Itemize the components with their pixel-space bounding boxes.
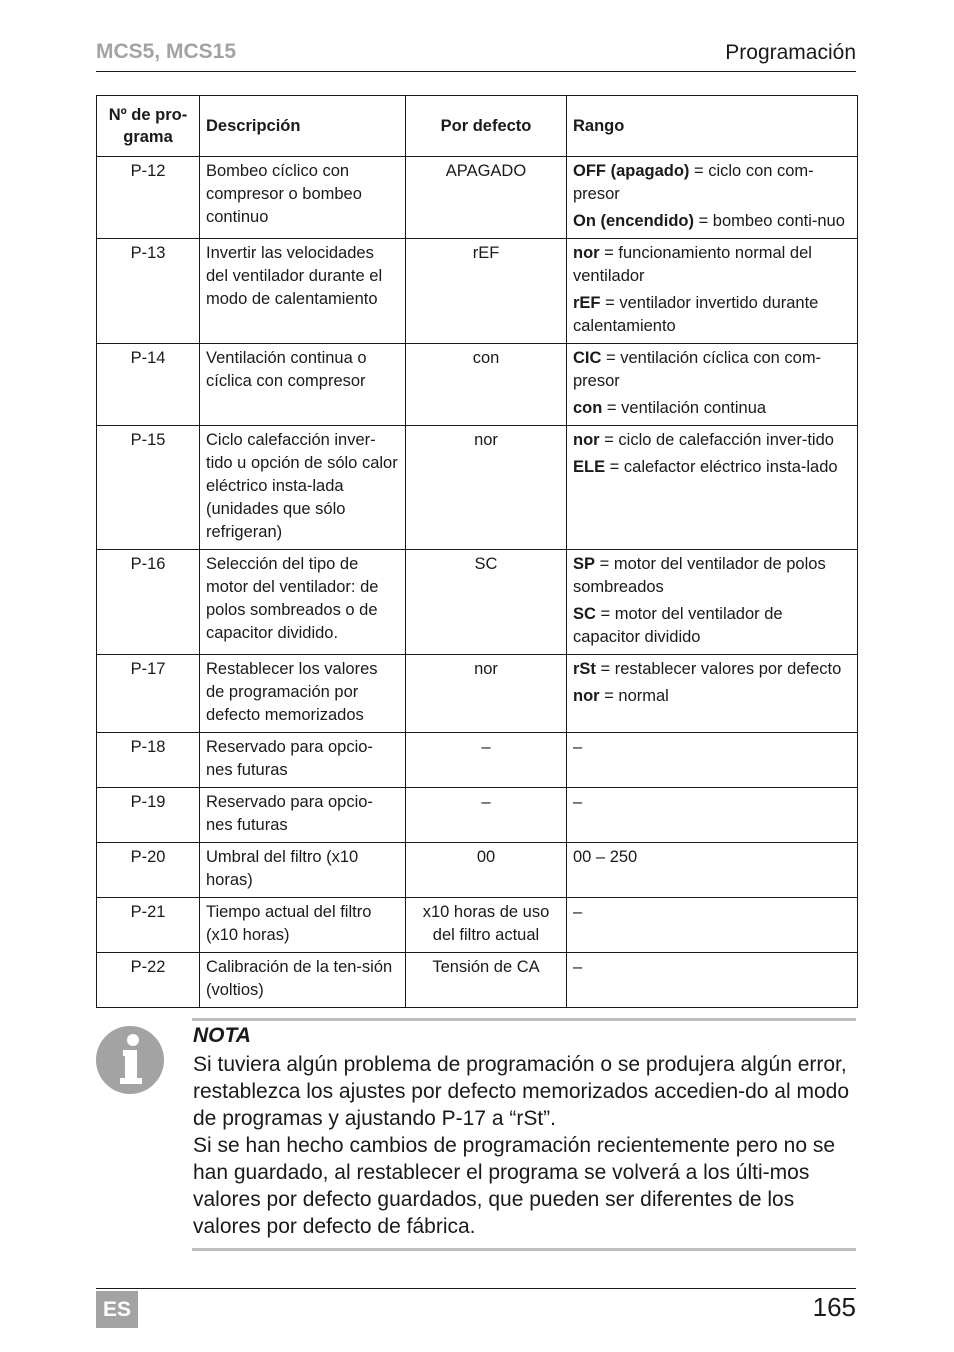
table-row [97, 344, 858, 426]
range-option-key: CIC [573, 349, 602, 367]
page-number: 165 [812, 1292, 856, 1322]
cell-program-number: P-22 [97, 953, 200, 1008]
cell-description: Ciclo calefacción inver-tido u opción de sólo calor eléctrico insta-lada (unidades que sólo refrigeran) [200, 426, 406, 550]
cell-default: nor [406, 426, 567, 550]
note-body [193, 1051, 857, 1240]
range-option-text: = ciclo con com-presor [573, 162, 814, 203]
table-row [97, 239, 858, 344]
note-paragraph: Si tuviera algún problema de programación o se produjera algún error, restablezca los ajustes por defecto memorizados accedien-do al modo de programas y ajustando P-17 a “rSt”. [193, 1053, 850, 1130]
note-rule-bottom [192, 1248, 856, 1251]
range-option-text: – [573, 793, 583, 811]
cell-range [567, 898, 858, 953]
range-option-key: rSt [573, 660, 596, 678]
table-row [97, 550, 858, 655]
range-option [573, 429, 851, 452]
range-option-key: rEF [573, 294, 601, 312]
cell-program-number: P-13 [97, 239, 200, 344]
cell-default: 00 [406, 843, 567, 898]
range-option [573, 603, 851, 649]
range-option-text: = restablecer valores por defecto [595, 660, 842, 678]
cell-default: SC [406, 550, 567, 655]
cell-default: – [406, 788, 567, 843]
range-option-text: = ventilador invertido durante calentamiento [573, 294, 819, 335]
range-option-key: nor [573, 431, 600, 449]
range-option-text: = normal [599, 687, 669, 705]
header-section: Programación [725, 41, 856, 64]
cell-range [567, 344, 858, 426]
cell-range [567, 157, 858, 239]
program-table [96, 95, 858, 1008]
cell-default: – [406, 733, 567, 788]
cell-description: Reservado para opcio-nes futuras [200, 733, 406, 788]
header-model: MCS5, MCS15 [96, 40, 237, 63]
cell-description: Selección del tipo de motor del ventilador: de polos sombreados o de capacitor dividido. [200, 550, 406, 655]
range-option-text: = ciclo de calefacción inver-tido [599, 431, 834, 449]
range-option-key: nor [573, 244, 600, 262]
range-option-key: OFF (apagado) [573, 162, 690, 180]
range-option [573, 292, 851, 338]
cell-description: Umbral del filtro (x10 horas) [200, 843, 406, 898]
cell-program-number: P-14 [97, 344, 200, 426]
range-option-text: = motor del ventilador de capacitor dividido [573, 605, 783, 646]
language-badge: ES [96, 1291, 138, 1328]
note-rule-top [192, 1018, 856, 1021]
table-body [97, 157, 858, 1008]
cell-program-number: P-12 [97, 157, 200, 239]
range-option-key: On (encendido) [573, 212, 694, 230]
col-header-description: Descripción [200, 96, 406, 157]
range-option-key: ELE [573, 458, 606, 476]
note-paragraph: Si se han hecho cambios de programación recientemente pero no se han guardado, al restablecer el programa se volverá a los últi-mos valores por defecto guardados, que pueden ser diferentes de los valores por defecto de fábrica. [193, 1134, 836, 1238]
range-option [573, 685, 851, 708]
note-title: NOTA [193, 1024, 251, 1047]
range-option [573, 901, 851, 924]
cell-description: Bombeo cíclico con compresor o bombeo continuo [200, 157, 406, 239]
cell-program-number: P-16 [97, 550, 200, 655]
range-option-text: = motor del ventilador de polos sombreados [573, 555, 826, 596]
range-option [573, 956, 851, 979]
range-option-text: = bombeo conti-nuo [694, 212, 845, 230]
range-option [573, 160, 851, 206]
range-option [573, 397, 851, 420]
range-option-text: 00 – 250 [573, 848, 638, 866]
range-option [573, 658, 851, 681]
cell-default: Tensión de CA [406, 953, 567, 1008]
cell-range [567, 239, 858, 344]
table-row [97, 733, 858, 788]
cell-description: Tiempo actual del filtro (x10 horas) [200, 898, 406, 953]
range-option [573, 210, 851, 233]
range-option-text: = ventilación continua [602, 399, 767, 417]
cell-range [567, 426, 858, 550]
range-option-key: SP [573, 555, 596, 573]
cell-range [567, 953, 858, 1008]
col-header-program-number: Nº de pro- grama [97, 96, 200, 157]
col-header-default: Por defecto [406, 96, 567, 157]
cell-default: APAGADO [406, 157, 567, 239]
cell-program-number: P-20 [97, 843, 200, 898]
cell-program-number: P-18 [97, 733, 200, 788]
range-option [573, 846, 851, 869]
cell-description: Reservado para opcio-nes futuras [200, 788, 406, 843]
header-rule [96, 71, 856, 72]
footer-rule [96, 1288, 856, 1289]
range-option [573, 791, 851, 814]
cell-program-number: P-17 [97, 655, 200, 733]
range-option-key: con [573, 399, 603, 417]
cell-program-number: P-19 [97, 788, 200, 843]
range-option [573, 347, 851, 393]
cell-description: Restablecer los valores de programación por defecto memorizados [200, 655, 406, 733]
col-header-range: Rango [567, 96, 858, 157]
table-row [97, 843, 858, 898]
range-option [573, 242, 851, 288]
table-row [97, 898, 858, 953]
cell-range [567, 655, 858, 733]
range-option-key: SC [573, 605, 596, 623]
cell-range [567, 843, 858, 898]
range-option [573, 553, 851, 599]
cell-range [567, 788, 858, 843]
range-option-text: – [573, 738, 583, 756]
cell-description: Invertir las velocidades del ventilador durante el modo de calentamiento [200, 239, 406, 344]
table-row [97, 426, 858, 550]
range-option-text: – [573, 903, 583, 921]
cell-default: x10 horas de uso del filtro actual [406, 898, 567, 953]
cell-default: rEF [406, 239, 567, 344]
range-option-text: = ventilación cíclica con com-presor [573, 349, 822, 390]
table-row [97, 953, 858, 1008]
cell-program-number: P-21 [97, 898, 200, 953]
cell-default: nor [406, 655, 567, 733]
range-option-text: = funcionamiento normal del ventilador [573, 244, 812, 285]
cell-description: Ventilación continua o cíclica con compresor [200, 344, 406, 426]
info-icon [96, 1026, 164, 1094]
cell-range [567, 733, 858, 788]
table-row [97, 655, 858, 733]
table-header-row [97, 96, 858, 157]
table-row [97, 157, 858, 239]
cell-description: Calibración de la ten-sión (voltios) [200, 953, 406, 1008]
range-option-text: – [573, 958, 583, 976]
range-option-key: nor [573, 687, 600, 705]
cell-default: con [406, 344, 567, 426]
range-option [573, 736, 851, 759]
table-row [97, 788, 858, 843]
cell-program-number: P-15 [97, 426, 200, 550]
cell-range [567, 550, 858, 655]
range-option-text: = calefactor eléctrico insta-lado [605, 458, 838, 476]
range-option [573, 456, 851, 479]
